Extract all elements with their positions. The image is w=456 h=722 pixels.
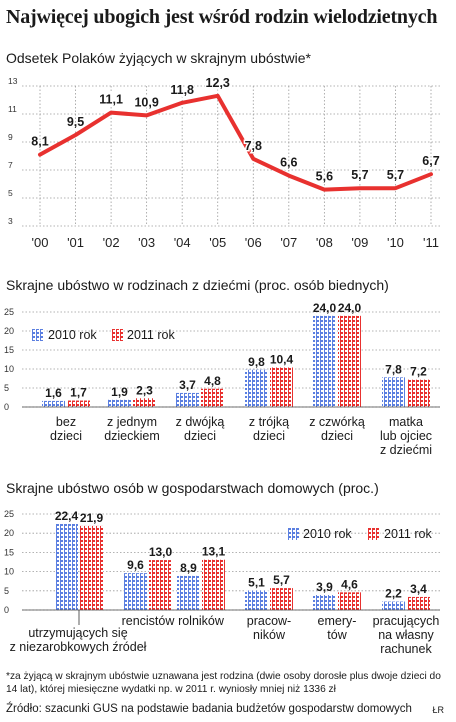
category-label: dzieci [184,429,216,443]
bar-value-label: 1,6 [45,385,62,400]
y-tick-label: 7 [8,160,13,170]
y-tick-label: 5 [4,383,10,393]
category-label: dzieci [321,429,353,443]
bar [338,592,361,610]
data-label: 11,1 [99,92,123,107]
bar-value-label: 3,9 [316,580,333,595]
x-tick-label: '10 [386,235,404,250]
bar-value-label: 9,6 [127,558,144,573]
x-tick-label: '07 [280,235,298,250]
x-tick-label: '05 [209,235,227,250]
bar [124,573,147,610]
y-tick-label: 25 [4,307,15,317]
category-label: z trójką [248,415,290,429]
x-tick-label: '02 [102,235,120,250]
data-label: 5,7 [386,168,405,183]
y-tick-label: 11 [8,104,17,114]
bar-value-label: 21,9 [79,510,104,525]
bar [177,576,200,610]
x-tick-label: '00 [31,235,49,250]
data-label: 7,8 [244,138,262,153]
chart1-title: Odsetek Polaków żyjących w skrajnym ubóstwie* [6,50,312,66]
y-tick-label: 3 [8,216,13,226]
bar-value-label: 13,1 [201,544,226,559]
chart3-title: Skrajne ubóstwo osób w gospodarstwach domowych (proc.) [6,480,379,496]
bar [55,524,78,610]
x-tick-label: '04 [173,235,191,250]
y-tick-label: 20 [4,326,15,336]
y-tick-label: 15 [4,345,15,355]
bar-value-label: 4,6 [341,577,358,592]
bar-value-label: 9,8 [248,354,265,369]
bar-value-label: 2,3 [136,383,153,398]
legend-swatch [287,528,299,540]
bar-value-label: 24,0 [312,300,337,315]
y-tick-label: 13 [8,76,18,86]
data-label: 6,6 [280,155,298,170]
bar-value-label: 2,2 [385,586,402,601]
bar-value-label: 4,8 [204,373,221,388]
category-label: bez [55,415,77,429]
author-credit: ŁR [432,705,444,715]
data-label: 8,1 [31,134,49,149]
bar-value-label: 5,7 [273,573,290,588]
x-tick-label: '09 [351,235,369,250]
bar-value-label: 3,7 [179,377,196,392]
category-label: matka [388,415,424,429]
y-tick-label: 25 [4,509,15,519]
category-label: dzieckiem [104,429,160,443]
category-label: ników [253,628,285,642]
category-label: rachunek [380,642,432,656]
category-label: dzieci [253,429,285,443]
bar [80,526,103,610]
bar [313,595,336,610]
bar-value-label: 8,9 [180,560,197,575]
legend-label: 2010 rok [48,328,97,342]
bar [149,560,172,610]
x-tick-label: '03 [138,235,156,250]
category-label: pracujących [372,614,440,628]
category-label: z dwójką [175,415,225,429]
legend-label: 2011 rok [384,527,432,541]
category-label: emery- [317,614,357,628]
category-label: z jednym [106,415,158,429]
legend-label: 2010 rok [303,527,352,541]
bar-value-label: 1,7 [70,385,87,400]
y-tick-label: 10 [4,364,15,374]
category-label: tów [327,628,347,642]
bar-value-label: 13,0 [148,545,173,560]
data-label: 6,7 [422,154,440,169]
bar-value-label: 7,8 [385,362,402,377]
source-note: Źródło: szacunki GUS na podstawie badania budżetów gospodarstw domowych [6,703,412,715]
chart2-title: Skrajne ubóstwo w rodzinach z dziećmi (proc. osób biednych) [6,277,389,293]
bar-value-label: 24,0 [337,300,362,315]
footnote: *za żyjącą w skrajnym ubóstwie uznawana jest rodzina (dwie osoby dorosłe plus dwoje dzieci do 14 lat), której miesięczne wydatki np. w 2011 r. wyniosły mniej niż 1336 zł [6,671,441,695]
data-label: 5,7 [351,168,369,183]
bar [407,597,430,610]
x-tick-label: '06 [244,235,262,250]
y-tick-label: 5 [8,188,13,198]
data-label: 9,5 [66,115,85,129]
data-label: 11,8 [170,82,195,97]
page-title: Najwięcej ubogich jest wśród rodzin wielodzietnych [6,6,438,28]
data-label: 5,6 [315,169,334,184]
category-label: dzieci [50,429,82,443]
y-tick-label: 5 [4,585,10,596]
bar-value-label: 5,1 [248,575,265,590]
bar-value-label: 3,4 [410,581,427,596]
category-label: rencistów [121,614,175,628]
bar [202,560,225,610]
x-tick-label: '08 [315,235,333,250]
category-label: lub ojciec [379,429,433,443]
bar-value-label: 7,2 [410,364,427,379]
y-tick-label: 0 [4,402,10,412]
category-label: utrzymujących się [28,626,128,640]
y-tick-label: 0 [4,605,10,615]
bar [270,588,293,610]
category-label: pracow- [246,614,292,628]
bar [382,602,405,610]
data-label: 12,3 [205,75,230,90]
y-tick-label: 9 [8,132,13,142]
legend-swatch [368,528,380,540]
y-tick-label: 20 [4,528,15,539]
category-label: rolników [178,614,224,628]
bar [245,590,268,610]
bar-value-label: 22,4 [54,508,79,523]
y-tick-label: 10 [4,566,15,577]
category-label: z niezarobkowych źródeł [9,640,147,654]
category-label: z dziećmi [379,443,433,457]
y-tick-label: 15 [4,547,15,558]
bar-value-label: 10,4 [269,352,294,367]
x-tick-label: '11 [423,235,439,250]
x-tick-label: '01 [67,235,85,250]
legend-label: 2011 rok [127,328,175,342]
category-label: na własny [378,628,434,642]
bar-value-label: 1,9 [111,384,128,399]
category-label: z czwórką [309,415,365,429]
data-label: 10,9 [134,95,159,110]
